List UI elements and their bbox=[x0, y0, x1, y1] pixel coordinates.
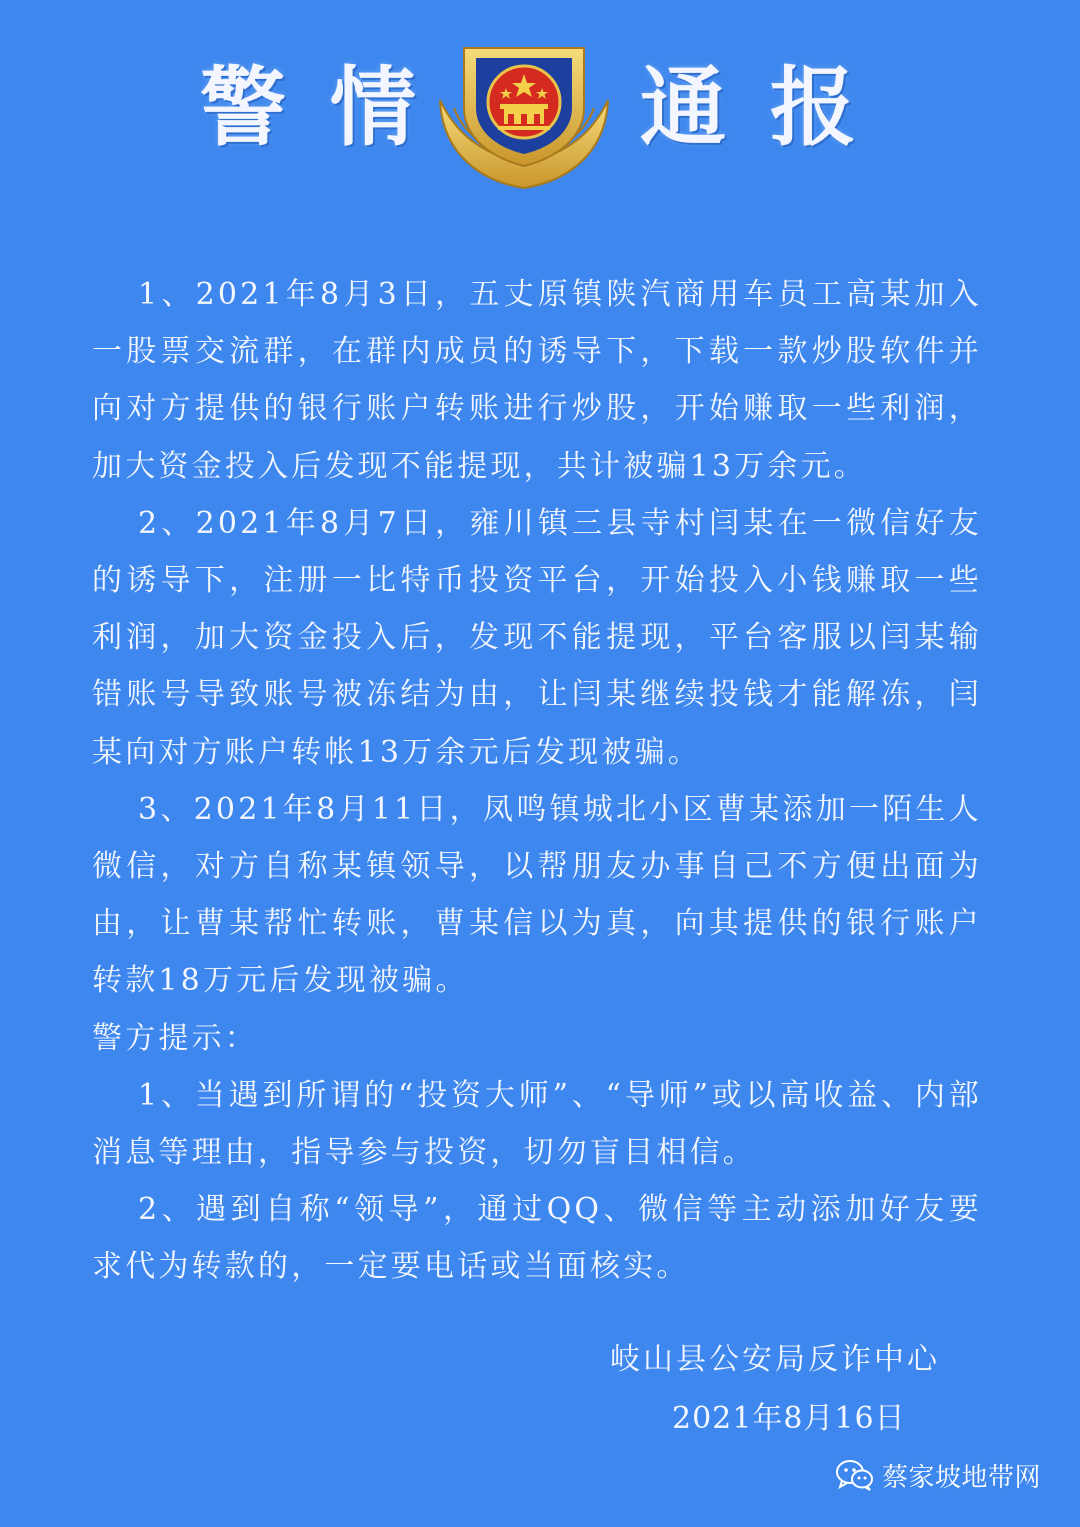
signature-organization: 岐山县公安局反诈中心 bbox=[610, 1342, 940, 1377]
title-char-1: 警 bbox=[200, 57, 286, 158]
title-char-3: 通 bbox=[640, 57, 726, 158]
tip-item-1: 1、当遇到所谓的“投资大师”、“导师”或以高收益、内部消息等理由，指导参与投资，切勿盲目相信。 bbox=[92, 1077, 982, 1171]
signature-date: 2021年8月16日 bbox=[672, 1401, 906, 1436]
watermark bbox=[836, 1455, 1041, 1495]
notice-body bbox=[92, 266, 982, 1296]
watermark-text: 蔡家坡地带网 bbox=[882, 1462, 1042, 1493]
tip-item-2: 2、遇到自称“领导”，通过QQ、微信等主动添加好友要求代为转款的，一定要电话或当面核实。 bbox=[92, 1192, 982, 1285]
police-emblem-icon bbox=[434, 30, 614, 192]
case-paragraph-2: 2、2021年8月7日，雍川镇三县寺村闫某在一微信好友的诱导下，注册一比特币投资平台，开始投入小钱赚取一些利润，加大资金投入后，发现不能提现，平台客服以闫某输错账号导致账号被冻结为由，让闫某继续投钱才能解冻，闫某向对方账户转帐13万余元后发现被骗。 bbox=[92, 505, 982, 770]
title-char-4: 报 bbox=[770, 57, 856, 158]
case-paragraph-3: 3、2021年8月11日，凤鸣镇城北小区曹某添加一陌生人微信，对方自称某镇领导，以帮朋友办事自己不方便出面为由，让曹某帮忙转账，曹某信以为真，向其提供的银行账户转款18万元后发现被骗。 bbox=[92, 791, 982, 999]
wechat-icon bbox=[836, 1459, 874, 1491]
title-char-2: 情 bbox=[330, 57, 416, 158]
case-paragraph-1: 1、2021年8月3日，五丈原镇陕汽商用车员工高某加入一股票交流群，在群内成员的诱导下，下载一款炒股软件并向对方提供的银行账户转账进行炒股，开始赚取一些利润，加大资金投入后发现不能提现，共计被骗13万余元。 bbox=[92, 277, 982, 484]
tips-heading: 警方提示： bbox=[92, 1020, 258, 1056]
